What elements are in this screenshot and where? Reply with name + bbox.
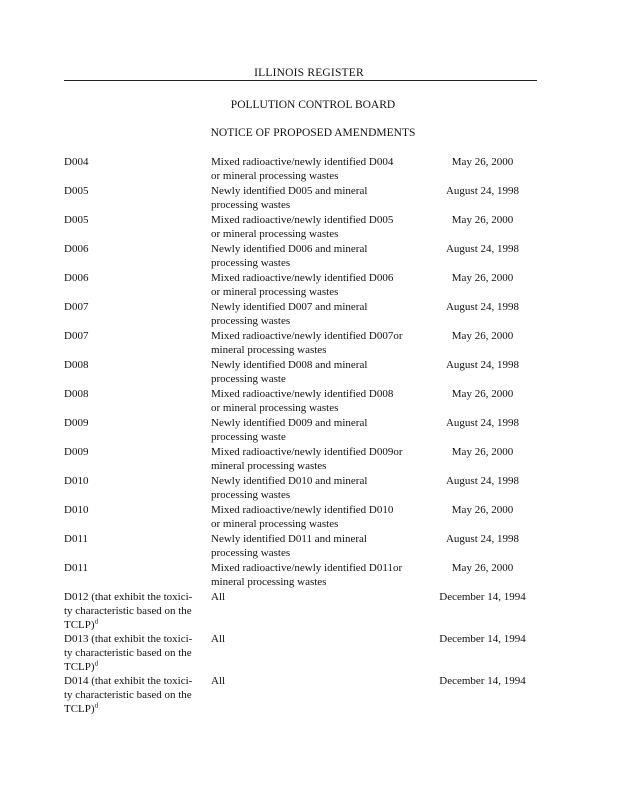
- waste-code: D014 (that exhibit the toxici- ty characteristic based on the TCLP): [64, 675, 193, 715]
- table-row: [64, 532, 534, 561]
- table-row: [64, 329, 534, 358]
- waste-code: D011: [64, 562, 89, 574]
- waste-description: Newly identified D009 and mineral processing waste: [211, 417, 368, 443]
- notice-title: NOTICE OF PROPOSED AMENDMENTS: [210, 127, 416, 139]
- waste-description: Mixed radioactive/newly identified D009or mineral processing wastes: [211, 446, 403, 472]
- waste-code: D005: [64, 214, 89, 226]
- effective-date: August 24, 1998: [445, 359, 520, 371]
- table-row: [64, 632, 534, 674]
- effective-date: August 24, 1998: [445, 301, 520, 313]
- waste-description: Mixed radioactive/newly identified D005 or mineral processing wastes: [211, 214, 394, 240]
- waste-code: D010: [64, 504, 89, 516]
- waste-code: D013 (that exhibit the toxici- ty characteristic based on the TCLP): [64, 633, 193, 673]
- table-row: [64, 590, 534, 632]
- table-row: [64, 271, 534, 300]
- effective-date: May 26, 2000: [451, 272, 514, 284]
- waste-description: Newly identified D007 and mineral processing wastes: [211, 301, 368, 327]
- effective-date: August 24, 1998: [445, 417, 520, 429]
- waste-code: D007: [64, 330, 89, 342]
- waste-description: All: [211, 591, 226, 603]
- table-row: [64, 387, 534, 416]
- effective-date: May 26, 2000: [451, 156, 514, 168]
- effective-date: May 26, 2000: [451, 504, 514, 516]
- effective-date: May 26, 2000: [451, 214, 514, 226]
- table-row: [64, 416, 534, 445]
- waste-code: D009: [64, 417, 89, 429]
- waste-code: D005: [64, 185, 89, 197]
- waste-code: D010: [64, 475, 89, 487]
- waste-code: D008: [64, 388, 89, 400]
- waste-code: D004: [64, 156, 89, 168]
- footnote-marker: d: [94, 701, 99, 710]
- waste-code: D011: [64, 533, 89, 545]
- waste-description: Newly identified D005 and mineral processing wastes: [211, 185, 368, 211]
- table-row: [64, 213, 534, 242]
- effective-date: August 24, 1998: [445, 475, 520, 487]
- waste-description: All: [211, 633, 226, 645]
- waste-description: All: [211, 675, 226, 687]
- waste-code: D009: [64, 446, 89, 458]
- table-row: [64, 561, 534, 590]
- waste-description: Mixed radioactive/newly identified D006 or mineral processing wastes: [211, 272, 394, 298]
- waste-description: Newly identified D008 and mineral processing waste: [211, 359, 368, 385]
- table-row: [64, 358, 534, 387]
- waste-description: Newly identified D011 and mineral processing wastes: [211, 533, 367, 559]
- table-row: [64, 474, 534, 503]
- table-row: [64, 155, 534, 184]
- register-title: ILLINOIS REGISTER: [254, 67, 364, 79]
- waste-code: D006: [64, 243, 89, 255]
- waste-description: Mixed radioactive/newly identified D011or mineral processing wastes: [211, 562, 403, 588]
- waste-code-table: [64, 155, 534, 716]
- effective-date: May 26, 2000: [451, 330, 514, 342]
- effective-date: August 24, 1998: [445, 533, 520, 545]
- effective-date: December 14, 1994: [439, 675, 526, 687]
- waste-description: Mixed radioactive/newly identified D004 or mineral processing wastes: [211, 156, 394, 182]
- table-row: [64, 445, 534, 474]
- waste-code: D008: [64, 359, 89, 371]
- footnote-marker: d: [94, 617, 99, 626]
- table-row: [64, 242, 534, 271]
- waste-description: Mixed radioactive/newly identified D008 or mineral processing wastes: [211, 388, 394, 414]
- header-rule: [64, 80, 537, 81]
- effective-date: May 26, 2000: [451, 446, 514, 458]
- effective-date: August 24, 1998: [445, 185, 520, 197]
- waste-description: Mixed radioactive/newly identified D010 or mineral processing wastes: [211, 504, 394, 530]
- effective-date: December 14, 1994: [439, 591, 526, 603]
- effective-date: December 14, 1994: [439, 633, 526, 645]
- table-row: [64, 503, 534, 532]
- footnote-marker: d: [94, 659, 99, 668]
- table-row: [64, 674, 534, 716]
- table-row: [64, 300, 534, 329]
- effective-date: May 26, 2000: [451, 562, 514, 574]
- board-name: POLLUTION CONTROL BOARD: [230, 99, 396, 111]
- waste-description: Mixed radioactive/newly identified D007or mineral processing wastes: [211, 330, 403, 356]
- waste-description: Newly identified D010 and mineral processing wastes: [211, 475, 368, 501]
- waste-code: D007: [64, 301, 89, 313]
- waste-code: D006: [64, 272, 89, 284]
- table-row: [64, 184, 534, 213]
- waste-description: Newly identified D006 and mineral processing wastes: [211, 243, 368, 269]
- effective-date: August 24, 1998: [445, 243, 520, 255]
- effective-date: May 26, 2000: [451, 388, 514, 400]
- waste-code: D012 (that exhibit the toxici- ty characteristic based on the TCLP): [64, 591, 193, 631]
